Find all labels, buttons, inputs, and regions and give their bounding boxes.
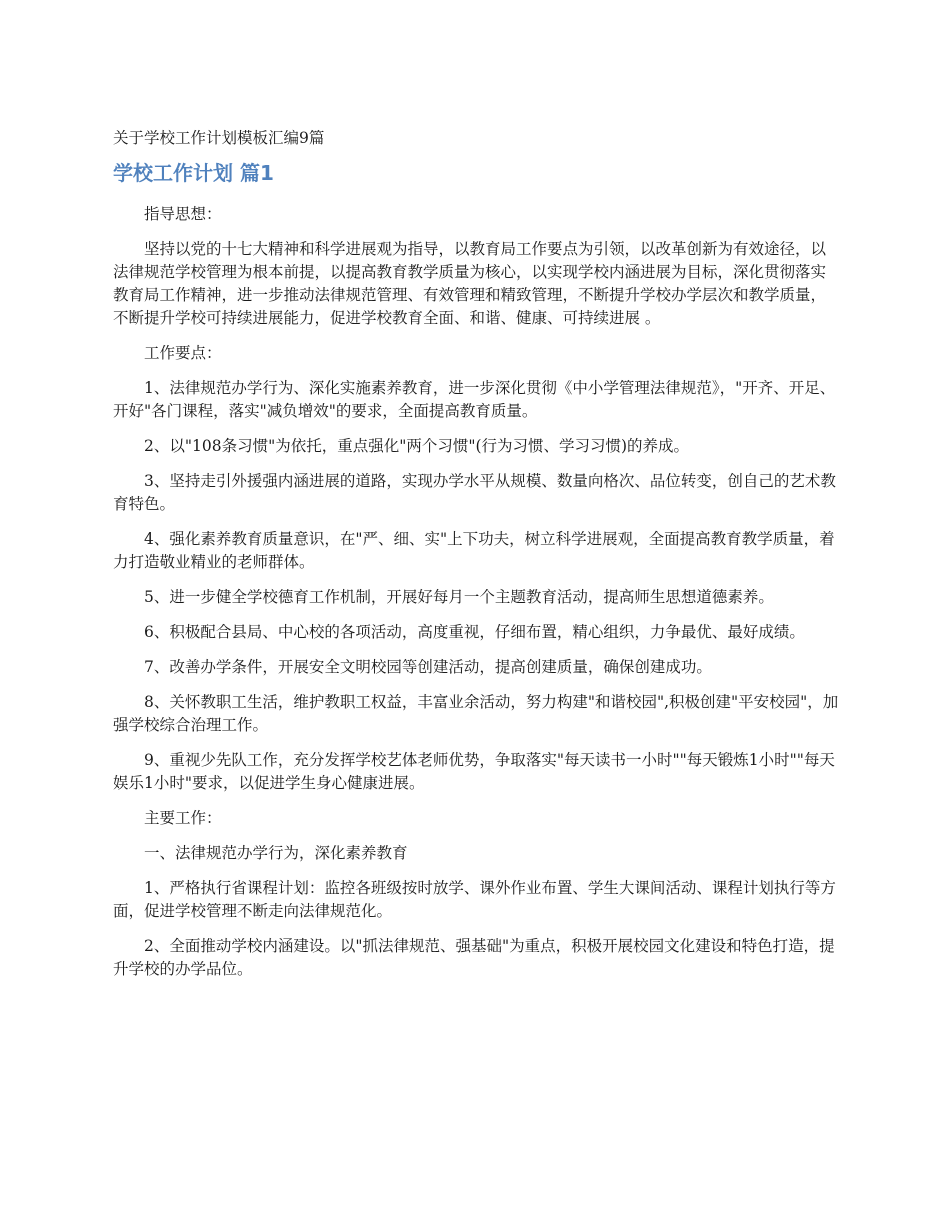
paragraph-point-4: 4、强化素养教育质量意识，在"严、细、实"上下功夫，树立科学进展观，全面提高教育教学质量，着力打造敬业精业的老师群体。 [113, 530, 835, 571]
paragraph-point-9: 9、重视少先队工作，充分发挥学校艺体老师优势，争取落实"每天读书一小时""每天锻炼1小时""每天娱乐1小时"要求，以促进学生身心健康进展。 [113, 751, 835, 792]
section-heading: 学校工作计划 篇1 [113, 161, 274, 185]
paragraph-point-5: 5、进一步健全学校德育工作机制，开展好每月一个主题教育活动，提高师生思想道德素养。 [144, 588, 774, 606]
paragraph-point-2: 2、以"108条习惯"为依托，重点强化"两个习惯"(行为习惯、学习习惯)的养成。 [144, 437, 690, 455]
paragraph-point-6: 6、积极配合县局、中心校的各项活动，高度重视，仔细布置，精心组织，力争最优、最好成绩。 [144, 623, 805, 641]
document-body [113, 203, 841, 993]
paragraph-guiding-thought-label: 指导思想： [144, 205, 222, 223]
paragraph-main-work-item-2: 2、全面推动学校内涵建设。以"抓法律规范、强基础"为重点，积极开展校园文化建设和特色打造，提升学校的办学品位。 [113, 937, 835, 978]
paragraph-main-work-item-1: 1、严格执行省课程计划：监控各班级按时放学、课外作业布置、学生大课间活动、课程计划执行等方面，促进学校管理不断走向法律规范化。 [113, 879, 836, 920]
paragraph-point-1: 1、法律规范办学行为、深化实施素养教育，进一步深化贯彻《中小学管理法律规范》，"开齐、开足、开好"各门课程，落实"减负增效"的要求，全面提高教育质量。 [113, 379, 836, 420]
paragraph-main-work-section-1: 一、法律规范办学行为，深化素养教育 [144, 844, 408, 862]
paragraph-work-points-label: 工作要点： [144, 344, 222, 362]
paragraph-point-3: 3、坚持走引外援强内涵进展的道路，实现办学水平从规模、数量向格次、品位转变，创自己的艺术教育特色。 [113, 472, 836, 513]
paragraph-point-7: 7、改善办学条件，开展安全文明校园等创建活动，提高创建质量，确保创建成功。 [144, 658, 712, 676]
paragraph-main-work-label: 主要工作： [144, 809, 222, 827]
document-title: 关于学校工作计划模板汇编9篇 [113, 129, 325, 147]
paragraph-guiding-thought: 坚持以党的十七大精神和科学进展观为指导，以教育局工作要点为引领，以改革创新为有效途径，以法律规范学校管理为根本前提，以提高教育教学质量为核心，以实现学校内涵进展为目标，深化贯彻落实教育局工作精神，进一步推动法律规范管理、有效管理和精致管理，不断提升学校办学层次和教学质量，不断提升学校可持续进展能力，促进学校教育全面、和谐、健康、可持续进展 。 [113, 240, 827, 327]
paragraph-point-8: 8、关怀教职工生活，维护教职工权益，丰富业余活动，努力构建"和谐校园",积极创建"平安校园"，加强学校综合治理工作。 [113, 693, 839, 734]
